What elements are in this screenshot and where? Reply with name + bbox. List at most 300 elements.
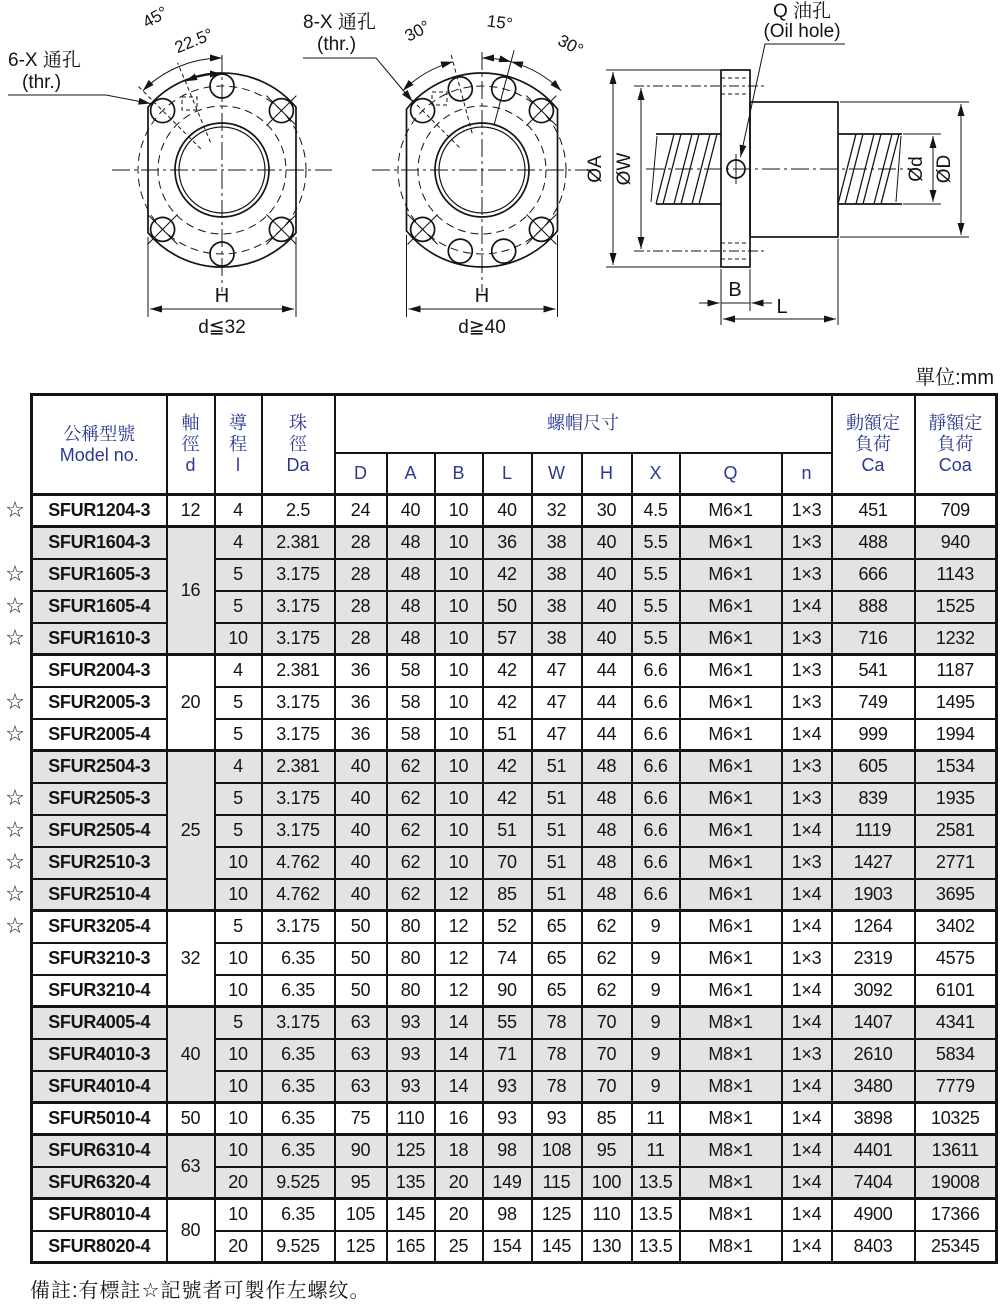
da-cell: 4.762 xyxy=(262,879,335,911)
nut-B-cell: 12 xyxy=(435,943,483,975)
nut-B-cell: 10 xyxy=(435,623,483,655)
ca-cell: 1427 xyxy=(832,847,915,879)
nut-A-cell: 145 xyxy=(387,1199,435,1231)
da-cell: 9.525 xyxy=(262,1167,335,1199)
da-cell: 3.175 xyxy=(262,559,335,591)
nut-B-cell: 10 xyxy=(435,687,483,719)
table-row xyxy=(32,911,997,943)
nut-W-cell: 38 xyxy=(532,527,582,559)
da-cell: 4.762 xyxy=(262,847,335,879)
ca-cell: 4900 xyxy=(832,1199,915,1231)
nut-B-cell: 10 xyxy=(435,719,483,751)
nut-X-cell: 5.5 xyxy=(632,591,680,623)
star-empty xyxy=(0,942,30,974)
nut-L-cell: 57 xyxy=(483,623,532,655)
nut-X-cell: 5.5 xyxy=(632,559,680,591)
col-header-n: n xyxy=(782,453,832,495)
nut-L-cell: 51 xyxy=(483,719,532,751)
nut-A-cell: 62 xyxy=(387,783,435,815)
coa-cell: 1143 xyxy=(915,559,997,591)
nut-Q-cell: M6×1 xyxy=(680,687,782,719)
nut-H-cell: 95 xyxy=(582,1135,632,1167)
nut-X-cell: 6.6 xyxy=(632,687,680,719)
col-header-H: H xyxy=(582,453,632,495)
nut-n-cell: 1×3 xyxy=(782,751,832,783)
nut-H-cell: 110 xyxy=(582,1199,632,1231)
ca-cell: 7404 xyxy=(832,1167,915,1199)
nut-H-cell: 70 xyxy=(582,1007,632,1039)
nut-A-cell: 93 xyxy=(387,1071,435,1103)
nut-W-cell: 47 xyxy=(532,687,582,719)
ca-cell: 3480 xyxy=(832,1071,915,1103)
model-cell: SFUR2504-3 xyxy=(32,751,167,783)
da-cell: 3.175 xyxy=(262,719,335,751)
star-empty xyxy=(0,1038,30,1070)
col-header-da: 珠 徑 Da xyxy=(262,395,335,495)
nut-L-cell: 93 xyxy=(483,1071,532,1103)
nut-L-cell: 42 xyxy=(483,751,532,783)
unit-label: 單位:mm xyxy=(915,367,994,389)
nut-X-cell: 6.6 xyxy=(632,847,680,879)
angle-label-22-5: 22.5° xyxy=(171,24,216,58)
nut-A-cell: 165 xyxy=(387,1231,435,1263)
nut-n-cell: 1×3 xyxy=(782,943,832,975)
ca-cell: 888 xyxy=(832,591,915,623)
nut-X-cell: 5.5 xyxy=(632,623,680,655)
star-mark: ☆ xyxy=(5,593,25,618)
col-header-A: A xyxy=(387,453,435,495)
nut-D-cell: 63 xyxy=(335,1071,387,1103)
nut-X-cell: 6.6 xyxy=(632,783,680,815)
nut-L-cell: 42 xyxy=(483,655,532,687)
col-header-d: 軸 徑 d xyxy=(167,395,215,495)
dim-od-shaft-label: Ød xyxy=(906,156,927,182)
nut-A-cell: 80 xyxy=(387,943,435,975)
nut-H-cell: 62 xyxy=(582,911,632,943)
lead-cell: 5 xyxy=(215,687,262,719)
callout-6x-hole-label: 6-X 通孔 xyxy=(8,50,81,71)
star-empty xyxy=(0,654,30,686)
nut-B-cell: 16 xyxy=(435,1103,483,1135)
nut-n-cell: 1×4 xyxy=(782,1071,832,1103)
nut-X-cell: 13.5 xyxy=(632,1199,680,1231)
nut-Q-cell: M8×1 xyxy=(680,1135,782,1167)
nut-D-cell: 63 xyxy=(335,1039,387,1071)
ca-cell: 999 xyxy=(832,719,915,751)
model-cell: SFUR8020-4 xyxy=(32,1231,167,1263)
nut-H-cell: 48 xyxy=(582,783,632,815)
coa-cell: 4575 xyxy=(915,943,997,975)
nut-D-cell: 50 xyxy=(335,975,387,1007)
col-header-D: D xyxy=(335,453,387,495)
model-cell: SFUR2510-3 xyxy=(32,847,167,879)
nut-n-cell: 1×4 xyxy=(782,1103,832,1135)
ca-cell: 749 xyxy=(832,687,915,719)
nut-Q-cell: M6×1 xyxy=(680,591,782,623)
nut-H-cell: 40 xyxy=(582,527,632,559)
nut-B-cell: 10 xyxy=(435,591,483,623)
star-empty xyxy=(0,1198,30,1230)
nut-n-cell: 1×4 xyxy=(782,879,832,911)
spec-table xyxy=(30,393,998,1264)
nut-Q-cell: M6×1 xyxy=(680,943,782,975)
nut-X-cell: 13.5 xyxy=(632,1231,680,1263)
coa-cell: 10325 xyxy=(915,1103,997,1135)
dim-od-nut-label: ØD xyxy=(934,154,955,184)
table-row xyxy=(32,1103,997,1135)
nut-L-cell: 149 xyxy=(483,1167,532,1199)
ca-cell: 666 xyxy=(832,559,915,591)
lead-cell: 5 xyxy=(215,591,262,623)
nut-L-cell: 51 xyxy=(483,815,532,847)
lead-cell: 4 xyxy=(215,495,262,527)
nut-B-cell: 14 xyxy=(435,1039,483,1071)
nut-B-cell: 10 xyxy=(435,559,483,591)
lead-cell: 10 xyxy=(215,879,262,911)
d-cell: 12 xyxy=(167,495,215,527)
nut-Q-cell: M6×1 xyxy=(680,559,782,591)
lead-cell: 10 xyxy=(215,1039,262,1071)
nut-Q-cell: M8×1 xyxy=(680,1071,782,1103)
lead-cell: 10 xyxy=(215,1135,262,1167)
star-gutter xyxy=(0,393,30,1262)
coa-cell: 1525 xyxy=(915,591,997,623)
dim-d-min-label: d≧40 xyxy=(458,317,506,338)
ca-cell: 1407 xyxy=(832,1007,915,1039)
ca-cell: 3092 xyxy=(832,975,915,1007)
lead-cell: 5 xyxy=(215,911,262,943)
nut-H-cell: 62 xyxy=(582,975,632,1007)
dim-h-label-mid: H xyxy=(474,285,490,307)
ca-cell: 1903 xyxy=(832,879,915,911)
nut-D-cell: 28 xyxy=(335,527,387,559)
lead-cell: 4 xyxy=(215,655,262,687)
nut-Q-cell: M8×1 xyxy=(680,1231,782,1263)
nut-Q-cell: M6×1 xyxy=(680,879,782,911)
da-cell: 9.525 xyxy=(262,1231,335,1263)
nut-n-cell: 1×4 xyxy=(782,719,832,751)
nut-X-cell: 6.6 xyxy=(632,751,680,783)
nut-D-cell: 95 xyxy=(335,1167,387,1199)
da-cell: 2.5 xyxy=(262,495,335,527)
nut-L-cell: 40 xyxy=(483,495,532,527)
ca-cell: 1119 xyxy=(832,815,915,847)
nut-n-cell: 1×4 xyxy=(782,1199,832,1231)
nut-H-cell: 48 xyxy=(582,879,632,911)
nut-D-cell: 24 xyxy=(335,495,387,527)
nut-B-cell: 10 xyxy=(435,495,483,527)
nut-Q-cell: M6×1 xyxy=(680,495,782,527)
nut-D-cell: 90 xyxy=(335,1135,387,1167)
model-cell: SFUR1605-4 xyxy=(32,591,167,623)
table-row xyxy=(32,655,997,687)
nut-A-cell: 48 xyxy=(387,559,435,591)
nut-B-cell: 10 xyxy=(435,655,483,687)
nut-A-cell: 135 xyxy=(387,1167,435,1199)
da-cell: 3.175 xyxy=(262,911,335,943)
nut-D-cell: 40 xyxy=(335,783,387,815)
dim-d-max-label: d≦32 xyxy=(198,317,246,338)
model-cell: SFUR1610-3 xyxy=(32,623,167,655)
coa-cell: 940 xyxy=(915,527,997,559)
coa-cell: 3402 xyxy=(915,911,997,943)
col-header-lead: 導 程 l xyxy=(215,395,262,495)
nut-A-cell: 110 xyxy=(387,1103,435,1135)
nut-Q-cell: M8×1 xyxy=(680,1103,782,1135)
nut-B-cell: 14 xyxy=(435,1007,483,1039)
nut-A-cell: 93 xyxy=(387,1007,435,1039)
gutter-spacer xyxy=(0,393,30,494)
coa-cell: 17366 xyxy=(915,1199,997,1231)
star-empty xyxy=(0,1006,30,1038)
model-cell: SFUR8010-4 xyxy=(32,1199,167,1231)
nut-D-cell: 28 xyxy=(335,623,387,655)
coa-cell: 19008 xyxy=(915,1167,997,1199)
col-header-W: W xyxy=(532,453,582,495)
nut-W-cell: 51 xyxy=(532,815,582,847)
nut-H-cell: 48 xyxy=(582,751,632,783)
nut-W-cell: 115 xyxy=(532,1167,582,1199)
dim-ow-label: ØW xyxy=(614,152,635,186)
model-cell: SFUR6320-4 xyxy=(32,1167,167,1199)
coa-cell: 4341 xyxy=(915,1007,997,1039)
nut-X-cell: 6.6 xyxy=(632,655,680,687)
star-empty xyxy=(0,1166,30,1198)
ca-cell: 1264 xyxy=(832,911,915,943)
nut-A-cell: 58 xyxy=(387,687,435,719)
coa-cell: 5834 xyxy=(915,1039,997,1071)
lead-cell: 10 xyxy=(215,847,262,879)
d-cell: 32 xyxy=(167,911,215,1007)
coa-cell: 2771 xyxy=(915,847,997,879)
nut-L-cell: 42 xyxy=(483,559,532,591)
da-cell: 3.175 xyxy=(262,623,335,655)
technical-drawings xyxy=(0,0,1000,348)
col-header-coa: 靜額定 負荷 Coa xyxy=(915,395,997,495)
nut-Q-cell: M6×1 xyxy=(680,527,782,559)
coa-cell: 6101 xyxy=(915,975,997,1007)
nut-n-cell: 1×3 xyxy=(782,623,832,655)
coa-cell: 1994 xyxy=(915,719,997,751)
ca-cell: 541 xyxy=(832,655,915,687)
nut-W-cell: 108 xyxy=(532,1135,582,1167)
model-cell: SFUR4010-4 xyxy=(32,1071,167,1103)
d-cell: 50 xyxy=(167,1103,215,1135)
nut-n-cell: 1×3 xyxy=(782,527,832,559)
model-cell: SFUR2004-3 xyxy=(32,655,167,687)
nut-A-cell: 62 xyxy=(387,847,435,879)
nut-H-cell: 40 xyxy=(582,623,632,655)
dim-oa-label: ØA xyxy=(585,155,606,183)
lead-cell: 10 xyxy=(215,623,262,655)
coa-cell: 1935 xyxy=(915,783,997,815)
lead-cell: 5 xyxy=(215,559,262,591)
lead-cell: 5 xyxy=(215,783,262,815)
d-cell: 16 xyxy=(167,527,215,655)
table-row xyxy=(32,1199,997,1231)
nut-W-cell: 32 xyxy=(532,495,582,527)
col-header-Q: Q xyxy=(680,453,782,495)
nut-n-cell: 1×3 xyxy=(782,655,832,687)
da-cell: 3.175 xyxy=(262,687,335,719)
nut-H-cell: 70 xyxy=(582,1071,632,1103)
nut-n-cell: 1×3 xyxy=(782,495,832,527)
star-mark: ☆ xyxy=(5,913,25,938)
nut-n-cell: 1×4 xyxy=(782,1231,832,1263)
da-cell: 6.35 xyxy=(262,1039,335,1071)
nut-L-cell: 74 xyxy=(483,943,532,975)
nut-Q-cell: M6×1 xyxy=(680,815,782,847)
nut-A-cell: 48 xyxy=(387,527,435,559)
nut-H-cell: 62 xyxy=(582,943,632,975)
model-cell: SFUR2505-4 xyxy=(32,815,167,847)
nut-n-cell: 1×4 xyxy=(782,1167,832,1199)
col-header-ca: 動額定 負荷 Ca xyxy=(832,395,915,495)
nut-B-cell: 18 xyxy=(435,1135,483,1167)
col-header-model: 公稱型號 Model no. xyxy=(32,395,167,495)
da-cell: 6.35 xyxy=(262,1135,335,1167)
oil-hole-label-en: (Oil hole) xyxy=(763,21,841,42)
callout-6x-thr-label: (thr.) xyxy=(22,72,62,93)
nut-W-cell: 47 xyxy=(532,719,582,751)
nut-n-cell: 1×4 xyxy=(782,1135,832,1167)
da-cell: 2.381 xyxy=(262,655,335,687)
star-empty xyxy=(0,974,30,1006)
da-cell: 3.175 xyxy=(262,1007,335,1039)
nut-A-cell: 58 xyxy=(387,655,435,687)
nut-B-cell: 10 xyxy=(435,815,483,847)
ca-cell: 839 xyxy=(832,783,915,815)
flange-front-view-6hole xyxy=(8,3,332,338)
nut-B-cell: 20 xyxy=(435,1167,483,1199)
lead-cell: 5 xyxy=(215,1007,262,1039)
nut-Q-cell: M6×1 xyxy=(680,911,782,943)
nut-L-cell: 52 xyxy=(483,911,532,943)
nut-X-cell: 9 xyxy=(632,943,680,975)
nut-X-cell: 5.5 xyxy=(632,527,680,559)
coa-cell: 1187 xyxy=(915,655,997,687)
dim-l-label: L xyxy=(776,296,788,318)
ca-cell: 2610 xyxy=(832,1039,915,1071)
nut-H-cell: 130 xyxy=(582,1231,632,1263)
nut-H-cell: 48 xyxy=(582,815,632,847)
dim-b-label: B xyxy=(728,279,742,301)
col-header-B: B xyxy=(435,453,483,495)
nut-H-cell: 100 xyxy=(582,1167,632,1199)
model-cell: SFUR3210-3 xyxy=(32,943,167,975)
nut-n-cell: 1×3 xyxy=(782,559,832,591)
nut-W-cell: 47 xyxy=(532,655,582,687)
nut-L-cell: 70 xyxy=(483,847,532,879)
model-cell: SFUR2510-4 xyxy=(32,879,167,911)
nut-X-cell: 13.5 xyxy=(632,1167,680,1199)
coa-cell: 709 xyxy=(915,495,997,527)
model-cell: SFUR4005-4 xyxy=(32,1007,167,1039)
nut-X-cell: 6.6 xyxy=(632,719,680,751)
nut-Q-cell: M6×1 xyxy=(680,847,782,879)
nut-D-cell: 125 xyxy=(335,1231,387,1263)
nut-D-cell: 50 xyxy=(335,943,387,975)
nut-H-cell: 44 xyxy=(582,655,632,687)
nut-A-cell: 80 xyxy=(387,975,435,1007)
star-mark: ☆ xyxy=(5,561,25,586)
lead-cell: 4 xyxy=(215,527,262,559)
coa-cell: 1232 xyxy=(915,623,997,655)
nut-L-cell: 71 xyxy=(483,1039,532,1071)
table-row xyxy=(32,527,997,559)
nut-A-cell: 125 xyxy=(387,1135,435,1167)
flange-front-view-8hole xyxy=(303,11,592,338)
col-header-nut-group: 螺帽尺寸 xyxy=(335,395,832,453)
table-row xyxy=(32,751,997,783)
nut-n-cell: 1×3 xyxy=(782,847,832,879)
col-header-X: X xyxy=(632,453,680,495)
nut-L-cell: 50 xyxy=(483,591,532,623)
lead-cell: 10 xyxy=(215,1199,262,1231)
coa-cell: 1534 xyxy=(915,751,997,783)
nut-X-cell: 11 xyxy=(632,1103,680,1135)
nut-L-cell: 36 xyxy=(483,527,532,559)
model-cell: SFUR5010-4 xyxy=(32,1103,167,1135)
nut-W-cell: 65 xyxy=(532,943,582,975)
nut-L-cell: 93 xyxy=(483,1103,532,1135)
nut-B-cell: 10 xyxy=(435,783,483,815)
nut-side-view xyxy=(585,0,969,325)
nut-L-cell: 42 xyxy=(483,687,532,719)
nut-B-cell: 12 xyxy=(435,911,483,943)
star-empty xyxy=(0,526,30,558)
nut-n-cell: 1×4 xyxy=(782,591,832,623)
nut-H-cell: 44 xyxy=(582,687,632,719)
oil-hole-label-zh: Q 油孔 xyxy=(772,1,832,22)
lead-cell: 5 xyxy=(215,719,262,751)
nut-W-cell: 65 xyxy=(532,911,582,943)
nut-B-cell: 25 xyxy=(435,1231,483,1263)
da-cell: 3.175 xyxy=(262,591,335,623)
nut-W-cell: 51 xyxy=(532,847,582,879)
nut-Q-cell: M6×1 xyxy=(680,719,782,751)
nut-Q-cell: M6×1 xyxy=(680,975,782,1007)
nut-L-cell: 98 xyxy=(483,1135,532,1167)
coa-cell: 13611 xyxy=(915,1135,997,1167)
lead-cell: 10 xyxy=(215,975,262,1007)
header-row-1 xyxy=(32,395,997,453)
nut-A-cell: 80 xyxy=(387,911,435,943)
ca-cell: 451 xyxy=(832,495,915,527)
table-row xyxy=(32,1135,997,1167)
angle-label-30-right: 30° xyxy=(554,30,587,60)
nut-Q-cell: M6×1 xyxy=(680,655,782,687)
nut-X-cell: 6.6 xyxy=(632,815,680,847)
nut-H-cell: 70 xyxy=(582,1039,632,1071)
coa-cell: 1495 xyxy=(915,687,997,719)
d-cell: 63 xyxy=(167,1135,215,1199)
nut-Q-cell: M6×1 xyxy=(680,783,782,815)
coa-cell: 25345 xyxy=(915,1231,997,1263)
dim-h-label-left: H xyxy=(214,285,230,307)
nut-H-cell: 85 xyxy=(582,1103,632,1135)
nut-L-cell: 85 xyxy=(483,879,532,911)
nut-B-cell: 12 xyxy=(435,879,483,911)
nut-Q-cell: M8×1 xyxy=(680,1199,782,1231)
angle-label-30-left: 30° xyxy=(401,16,434,46)
footnote: 備註:有標註☆記號者可製作左螺纹。 xyxy=(30,1280,371,1302)
da-cell: 3.175 xyxy=(262,815,335,847)
model-cell: SFUR3210-4 xyxy=(32,975,167,1007)
nut-B-cell: 10 xyxy=(435,527,483,559)
nut-A-cell: 48 xyxy=(387,591,435,623)
nut-B-cell: 12 xyxy=(435,975,483,1007)
